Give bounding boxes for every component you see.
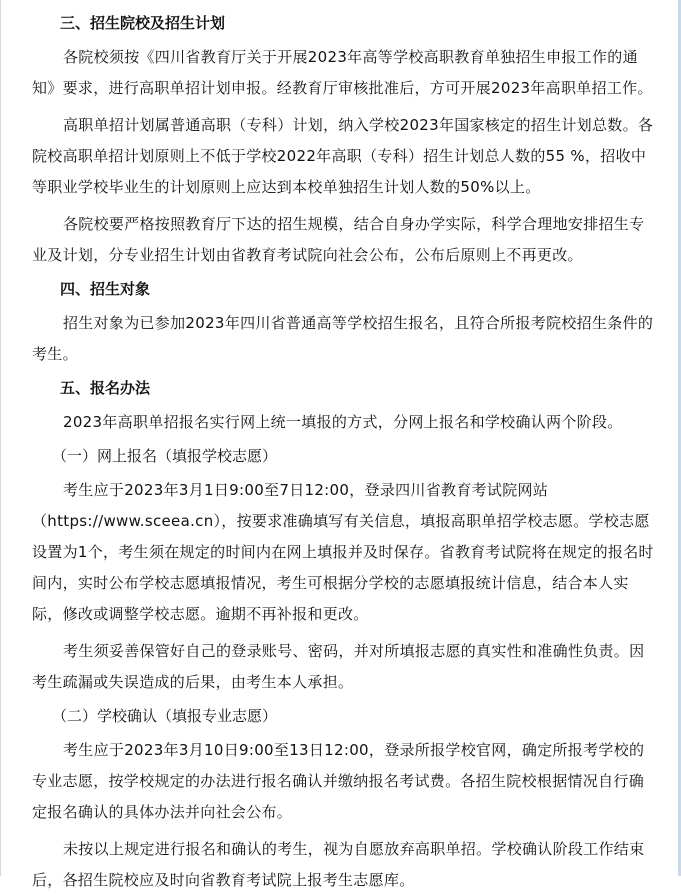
document-body xyxy=(32,8,657,896)
section-heading-4: 四、招生对象 xyxy=(60,280,151,298)
section-heading-3: 三、招生院校及招生计划 xyxy=(60,14,226,32)
paragraph: 考生应于2023年3月1日9:00至7日12:00，登录四川省教育考试院网站（https://www.sceea.cn），按要求准确填写有关信息，填报高职单招学校志愿。学校志愿设置为1个，考生须在规定的时间内在网上填报并及时保存。省教育考试院将在规定的报名时间内，实时公布学校志愿填报情况，考生可根据分学校的志愿填报统计信息，结合本人实际，修改或调整学校志愿。逾期不再补报和更改。 xyxy=(32,481,654,623)
subsection-heading-2: （二）学校确认（填报专业志愿） xyxy=(52,707,278,725)
paragraph: 各院校须按《四川省教育厅关于开展2023年高等学校高职教育单独招生申报工作的通知》要求，进行高职单招计划申报。经教育厅审核批准后，方可开展2023年高职单招工作。 xyxy=(32,48,653,97)
section-heading-5: 五、报名办法 xyxy=(60,379,151,397)
paragraph: 高职单招计划属普通高职（专科）计划，纳入学校2023年国家核定的招生计划总数。各院校高职单招计划原则上不低于学校2022年高职（专科）招生计划总人数的55 %，招收中等职业学校毕业生的计划原则上应达到本校单独招生计划人数的50%以上。 xyxy=(32,116,654,196)
paragraph: 各院校要严格按照教育厅下达的招生规模，结合自身办学实际，科学合理地安排招生专业及计划，分专业招生计划由省教育考试院向社会公布，公布后原则上不再更改。 xyxy=(32,215,645,264)
paragraph: 未按以上规定进行报名和确认的考生，视为自愿放弃高职单招。学校确认阶段工作结束后，各招生院校应及时向省教育考试院上报考生志愿库。 xyxy=(32,840,645,889)
paragraph: 考生须妥善保管好自己的登录账号、密码，并对所填报志愿的真实性和准确性负责。因考生疏漏或失误造成的后果，由考生本人承担。 xyxy=(32,642,645,691)
subsection-heading-1: （一）网上报名（填报学校志愿） xyxy=(52,447,278,465)
paragraph: 考生应于2023年3月10日9:00至13日12:00，登录所报学校官网，确定所报考学校的专业志愿，按学校规定的办法进行报名确认并缴纳报名考试费。各招生院校根据情况自行确定报名确认的具体办法并向社会公布。 xyxy=(32,741,645,821)
paragraph: 招生对象为已参加2023年四川省普通高等学校招生报名，且符合所报考院校招生条件的考生。 xyxy=(32,314,654,363)
paragraph: 2023年高职单招报名实行网上统一填报的方式，分网上报名和学校确认两个阶段。 xyxy=(63,413,623,431)
